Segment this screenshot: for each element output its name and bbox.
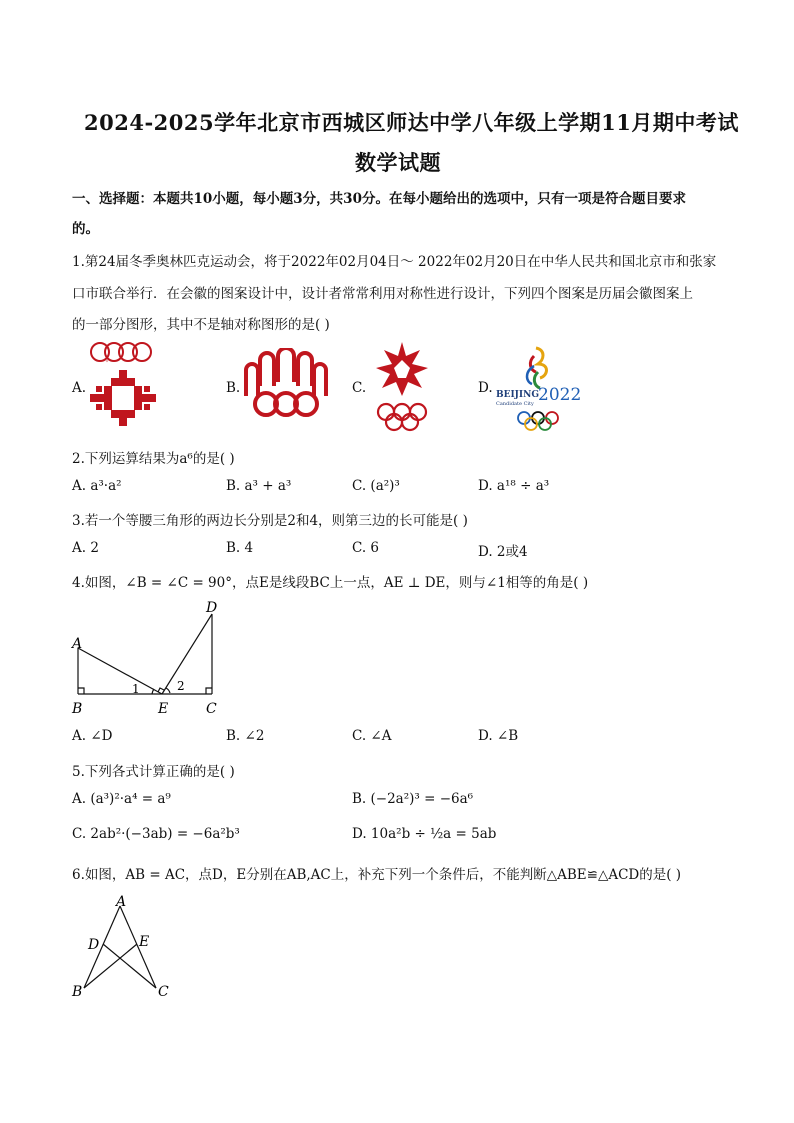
q4-label-c: C bbox=[206, 701, 217, 717]
q3-stem: 3.若一个等腰三角形的两边长分别是2和4，则第三边的长可能是( ) bbox=[72, 513, 468, 529]
q1-option-b-label: B. bbox=[226, 380, 241, 396]
q2-stem: 2.下列运算结果为a⁶的是( ) bbox=[72, 451, 235, 467]
logo-d-year: 2022 bbox=[538, 385, 582, 405]
q1-option-d-label: D. bbox=[478, 380, 493, 396]
q6-label-a: A bbox=[116, 894, 127, 910]
q4-label-b: B bbox=[72, 701, 83, 717]
q1-option-c-label: C. bbox=[352, 380, 367, 396]
q5-option-d: D. 10a²b ÷ ½a = 5ab bbox=[352, 826, 497, 842]
q5-option-c: C. 2ab²·(−3ab) = −6a²b³ bbox=[72, 826, 240, 842]
q2-option-c: C. (a²)³ bbox=[352, 478, 400, 494]
q4-figure bbox=[66, 596, 236, 720]
q4-option-a: A. ∠D bbox=[72, 728, 113, 744]
section-header-cont: 的。 bbox=[72, 221, 99, 237]
q5-option-a: A. (a³)²·a⁴ = a⁹ bbox=[72, 791, 171, 807]
q4-option-b: B. ∠2 bbox=[226, 728, 265, 744]
logo-d-text-candidate: Candidate City bbox=[496, 401, 534, 407]
q1-option-c-logo bbox=[366, 338, 438, 436]
q3-option-c: C. 6 bbox=[352, 540, 380, 556]
q4-label-angle2: 2 bbox=[177, 679, 185, 693]
q4-label-angle1: 1 bbox=[132, 682, 140, 696]
q2-option-b: B. a³ + a³ bbox=[226, 478, 292, 494]
q4-label-a: A bbox=[72, 636, 83, 652]
q4-label-e: E bbox=[158, 701, 169, 717]
q2-option-a: A. a³·a² bbox=[72, 478, 122, 494]
q4-option-d: D. ∠B bbox=[478, 728, 519, 744]
q6-label-c: C bbox=[158, 984, 169, 1000]
q6-label-b: B bbox=[72, 984, 83, 1000]
q1-option-b-logo bbox=[240, 348, 332, 422]
q1-line3: 的一部分图形，其中不是轴对称图形的是( ) bbox=[72, 317, 330, 333]
q2-option-d: D. a¹⁸ ÷ a³ bbox=[478, 478, 550, 494]
q4-stem: 4.如图，∠B = ∠C = 90°，点E是线段BC上一点，AE ⊥ DE，则与∠1相等的角是( ) bbox=[72, 575, 589, 591]
q4-label-d: D bbox=[206, 600, 218, 616]
q1-option-a-label: A. bbox=[72, 380, 87, 396]
q5-option-b: B. (−2a²)³ = −6a⁶ bbox=[352, 791, 474, 807]
q6-figure bbox=[66, 892, 186, 1002]
q5-stem: 5.下列各式计算正确的是( ) bbox=[72, 764, 235, 780]
page-subtitle: 数学试题 bbox=[355, 150, 441, 175]
q6-label-e: E bbox=[139, 934, 150, 950]
logo-d-text-beijing: BEIJING bbox=[496, 390, 540, 400]
q3-option-a: A. 2 bbox=[72, 540, 99, 556]
page-title: 2024-2025学年北京市西城区师达中学八年级上学期11月期中考试 bbox=[84, 110, 739, 135]
q3-option-d: D. 2或4 bbox=[478, 544, 528, 560]
q4-option-c: C. ∠A bbox=[352, 728, 392, 744]
q1-option-a-logo bbox=[86, 340, 158, 434]
section-header: 一、选择题：本题共10小题，每小题3分，共30分。在每小题给出的选项中，只有一项是符合题目要求 bbox=[72, 191, 686, 207]
q6-stem: 6.如图，AB = AC，点D，E分别在AB,AC上，补充下列一个条件后，不能判断△ABE≌△ACD的是( ) bbox=[72, 867, 682, 883]
q1-option-d-logo bbox=[494, 342, 584, 432]
q3-option-b: B. 4 bbox=[226, 540, 254, 556]
q1-line1: 1.第24届冬季奥林匹克运动会，将于2022年02月04日～ 2022年02月20日在中华人民共和国北京市和张家 bbox=[72, 254, 717, 270]
q1-line2: 口市联合举行．在会徽的图案设计中，设计者常常利用对称性进行设计，下列四个图案是历届会徽图案上 bbox=[72, 286, 693, 302]
q6-label-d: D bbox=[88, 937, 100, 953]
